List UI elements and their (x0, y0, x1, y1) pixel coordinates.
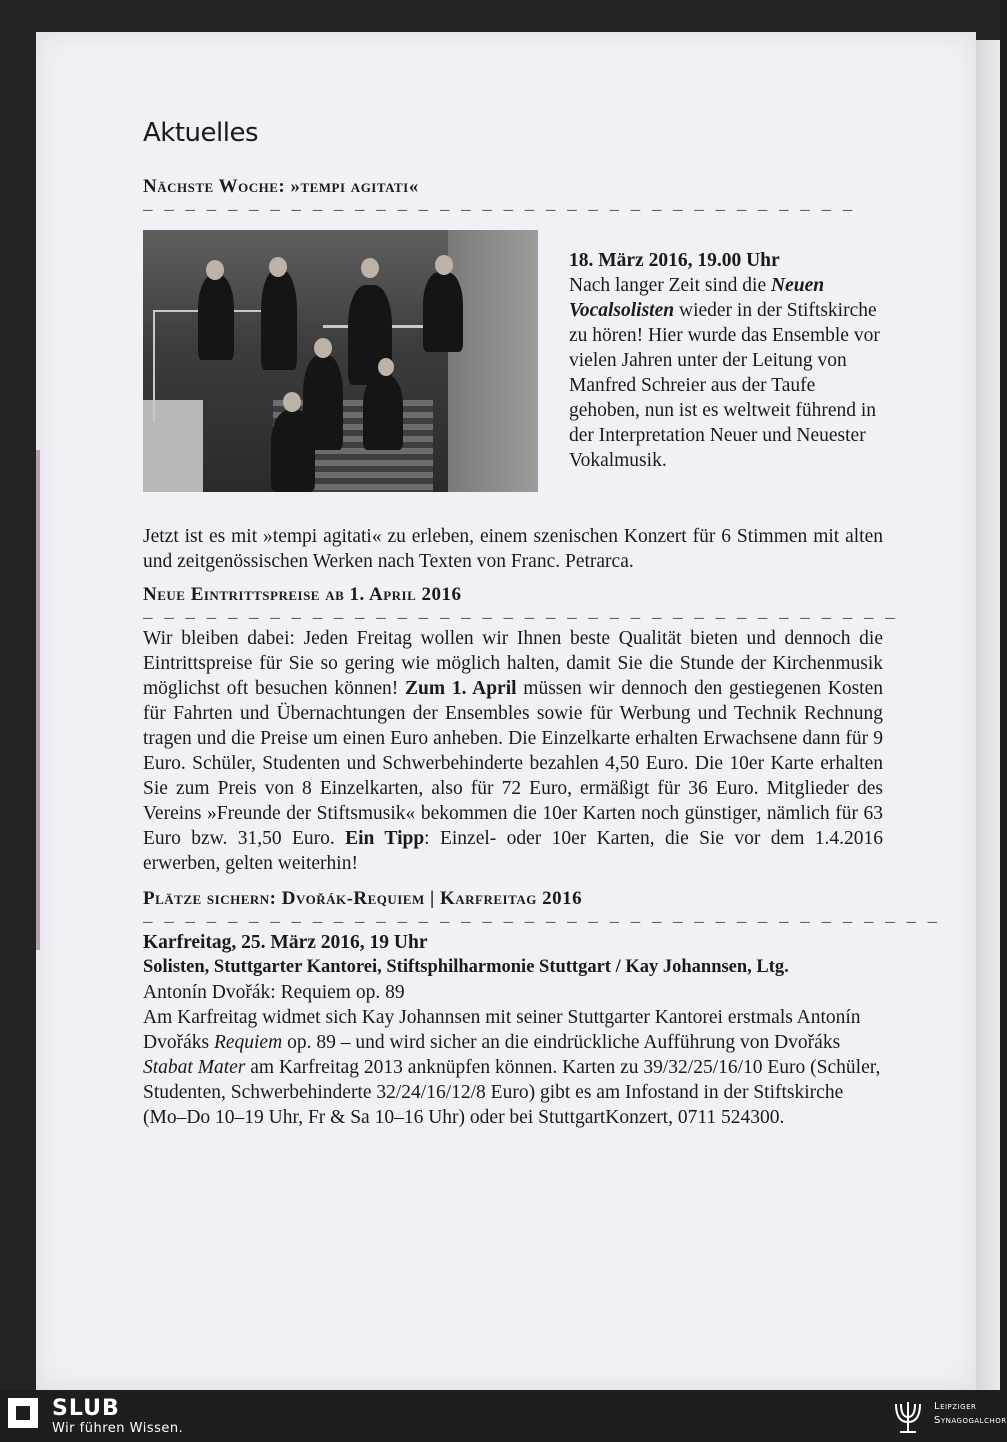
prices-text: Wir bleiben dabei: Jeden Freitag wollen wir Ihnen beste Qualität bieten und dennoch die Eintrittspreise für Sie so gering wie möglich halten, damit Sie die Stunde der Kirchenmusik möglichst oft besuchen können! Zum 1. April müssen wir dennoch den gestiegenen Kosten für Fahrten und Übernachtungen der Ensembles sowie für Werbung und Technik Rechnung tragen und die Preise um einen Euro anheben. Die Einzelkarte erhalten Erwachsene dann für 9 Euro. Schüler, Studenten und Schwerbehinderte bezahlen 4,50 Euro. Die 10er Karte erhalten Sie zum Preis von 8 Einzelkarten, also für 72 Euro, ermäßigt für 36 Euro. Mitglieder des Vereins »Freunde der Stiftsmusik« bekommen die 10er Karten noch günstiger, nämlich für 63 Euro bzw. 31,50 Euro. Ein Tipp: Einzel- oder 10er Karten, die Sie vor dem 1.4.2016 erwerben, gelten weiterhin! (143, 628, 883, 874)
page-title: Aktuelles (143, 118, 259, 148)
slub-name: SLUB (52, 1396, 120, 1421)
slub-tagline: Wir führen Wissen. (52, 1421, 184, 1436)
dashed-rule: _ _ _ _ _ _ _ _ _ _ _ _ _ _ _ _ _ _ _ _ _ _ _ _ _ _ _ _ _ _ _ _ _ _ (143, 196, 854, 214)
section-tempi-agitati (143, 176, 883, 212)
requiem-date: Karfreitag, 25. März 2016, 19 Uhr (143, 932, 428, 953)
section-heading: Nächste Woche: »tempi agitati« (143, 176, 419, 197)
section-heading: Plätze sichern: Dvořák-Requiem | Karfreitag 2016 (143, 888, 583, 909)
section-body (143, 524, 939, 1130)
ensemble-name: Neuen Vocalsolisten (569, 275, 825, 321)
event-date: 18. März 2016, 19.00 Uhr (569, 250, 780, 271)
partner-name: Leipziger Synagogalchor (934, 1401, 1007, 1426)
section-requiem (143, 888, 939, 1130)
page-content (143, 118, 939, 1128)
requiem-performers: Solisten, Stuttgarter Kantorei, Stiftsphilharmonie Stuttgart / Kay Johannsen, Ltg. (143, 957, 789, 977)
ensemble-photo (143, 230, 538, 492)
spine-strip (36, 450, 40, 950)
requiem-work: Antonín Dvořák: Requiem op. 89 (143, 982, 405, 1003)
event-intro-column (569, 248, 889, 473)
dashed-rule: _ _ _ _ _ _ _ _ _ _ _ _ _ _ _ _ _ _ _ _ _ _ _ _ _ _ _ _ _ _ _ _ _ _ _ _ (143, 604, 896, 622)
slub-logo-icon (8, 1398, 38, 1428)
event-intro-text: Nach langer Zeit sind die Neuen Vocalsolisten wieder in der Stiftskirche zu hören! Hier wurde das Ensemble vor vielen Jahren unter der Leitung von Manfred Schreier aus der Taufe gehoben, nun ist es weltweit führend in der Interpretation Neuer und Neuester Vokalmusik. (569, 275, 880, 471)
section-heading: Neue Eintrittspreise ab 1. April 2016 (143, 584, 462, 605)
dashed-rule: _ _ _ _ _ _ _ _ _ _ _ _ _ _ _ _ _ _ _ _ _ _ _ _ _ _ _ _ _ _ _ _ _ _ _ _ _ _ (143, 908, 939, 926)
event-continuation: Jetzt ist es mit »tempi agitati« zu erleben, einem szenischen Konzert für 6 Stimmen mit alten und zeitgenössischen Werken nach Texten von Franc. Petrarca. (143, 526, 883, 572)
section-prices (143, 584, 896, 876)
viewer-footer (0, 1390, 1007, 1442)
menorah-icon (890, 1396, 926, 1436)
requiem-text: Am Karfreitag widmet sich Kay Johannsen mit seiner Stuttgarter Kantorei erstmals Antonín Dvořáks Requiem op. 89 – und wird sicher an die eindrückliche Aufführung von Dvořáks Stabat Mater am Karfreitag 2013 anknüpfen können. Karten zu 39/32/25/16/10 Euro (Schüler, Studenten, Schwerbehinderte 32/24/16/12/8 Euro) gibt es am Infostand in der Stiftskirche (Mo–Do 10–19 Uhr, Fr & Sa 10–16 Uhr) oder bei StuttgartKonzert, 0711 524300. (143, 1007, 881, 1128)
